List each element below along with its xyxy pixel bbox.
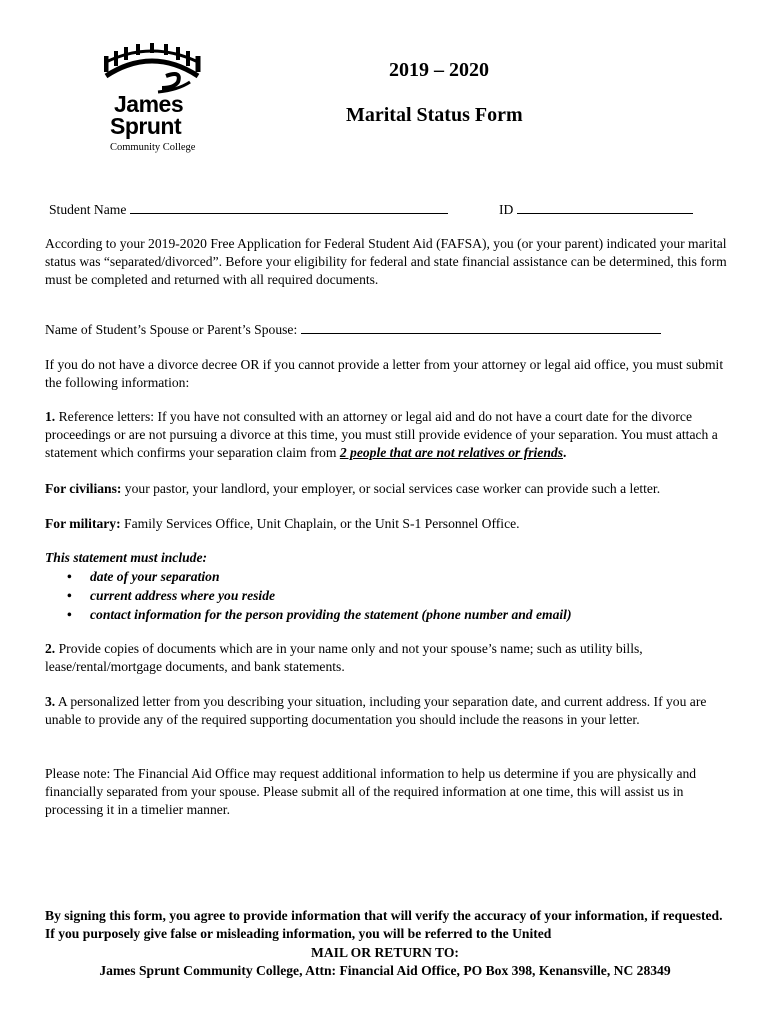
spouse-name-blank[interactable] bbox=[301, 321, 661, 334]
documents-paragraph bbox=[45, 640, 730, 676]
spouse-name-label: Name of Student’s Spouse or Parent’s Spouse: bbox=[45, 322, 298, 337]
spouse-name-field[interactable] bbox=[45, 321, 661, 339]
logo-subtitle: Community College bbox=[110, 142, 196, 153]
reference-letters-paragraph bbox=[45, 408, 730, 462]
military-label: For military: bbox=[45, 516, 121, 531]
student-name-label: Student Name bbox=[49, 202, 127, 217]
military-text: Family Services Office, Unit Chaplain, or the Unit S-1 Personnel Office. bbox=[120, 516, 520, 531]
personal-letter-paragraph bbox=[45, 693, 730, 729]
item2-number: 2. bbox=[45, 641, 56, 656]
list-item: • contact information for the person providing the statement (phone number and email) bbox=[67, 607, 572, 622]
id-field[interactable] bbox=[499, 201, 693, 219]
civilians-text: your pastor, your landlord, your employer, or social services case worker can provide such a letter. bbox=[121, 481, 661, 496]
statement-requirements-list bbox=[45, 567, 571, 624]
item3-text: A personalized letter from you describing your situation, including your separation date, and current address. If you are unable to provide any of the required supporting documentation you should include the reasons in your letter. bbox=[45, 694, 707, 727]
signing-paragraph: By signing this form, you agree to provide information that will verify the accuracy of your information, if requested. If you purposely give false or misleading information, you will be referred to the United bbox=[45, 908, 723, 941]
item3-number: 3. bbox=[45, 694, 56, 709]
no-decree-paragraph: If you do not have a divorce decree OR if you cannot provide a letter from your attorney or legal aid office, you must submit the following information: bbox=[45, 357, 724, 390]
id-label: ID bbox=[499, 202, 514, 217]
item1-emphasis: 2 people that are not relatives or friends bbox=[339, 445, 563, 460]
student-name-field[interactable] bbox=[49, 201, 448, 219]
bullet-icon: • bbox=[67, 607, 72, 622]
college-logo bbox=[104, 42, 204, 158]
form-years: 2019 – 2020 bbox=[389, 59, 489, 81]
bullet-icon: • bbox=[67, 569, 72, 584]
note-paragraph: Please note: The Financial Aid Office may request additional information to help us determine if you are physically and financially separated from your spouse. Please submit all of the required information at one time, this will assist us in processing it in a timelier manner. bbox=[45, 766, 697, 817]
item2-text: Provide copies of documents which are in your name only and not your spouse’s name; such as utility bills, lease/rental/mortgage documents, and bank statements. bbox=[45, 641, 643, 674]
civilians-label: For civilians: bbox=[45, 481, 122, 496]
logo-name-line1: James bbox=[114, 91, 184, 117]
list-item: • date of your separation bbox=[67, 569, 220, 584]
civilians-paragraph bbox=[45, 480, 730, 498]
mail-address: James Sprunt Community College, Attn: Financial Aid Office, PO Box 398, Kenansville, NC 28349 bbox=[99, 963, 671, 978]
mail-heading: MAIL OR RETURN TO: bbox=[311, 945, 459, 960]
logo-name-line2: Sprunt bbox=[110, 113, 182, 139]
list-item: • current address where you reside bbox=[67, 588, 276, 603]
bridge-icon bbox=[104, 42, 204, 94]
statement-heading: This statement must include: bbox=[45, 550, 208, 565]
item1-text: Reference letters: If you have not consulted with an attorney or legal aid and do not have a court date for the divorce proceedings or are not pursuing a divorce at this time, you must still provide evidence of your separation. You must attach a statement which confirms your separation claim from bbox=[45, 409, 718, 460]
student-name-blank[interactable] bbox=[130, 201, 448, 214]
military-paragraph bbox=[45, 515, 730, 533]
item1-period: . bbox=[562, 445, 567, 460]
bullet-icon: • bbox=[67, 588, 72, 603]
form-title: Marital Status Form bbox=[346, 104, 523, 126]
id-blank[interactable] bbox=[517, 201, 693, 214]
item1-number: 1. bbox=[45, 409, 56, 424]
intro-paragraph: According to your 2019-2020 Free Application for Federal Student Aid (FAFSA), you (or your parent) indicated your marital status was “separated/divorced”. Before your eligibility for federal and state financial assistance can be determined, this form must be completed and returned with all required documents. bbox=[45, 236, 727, 287]
